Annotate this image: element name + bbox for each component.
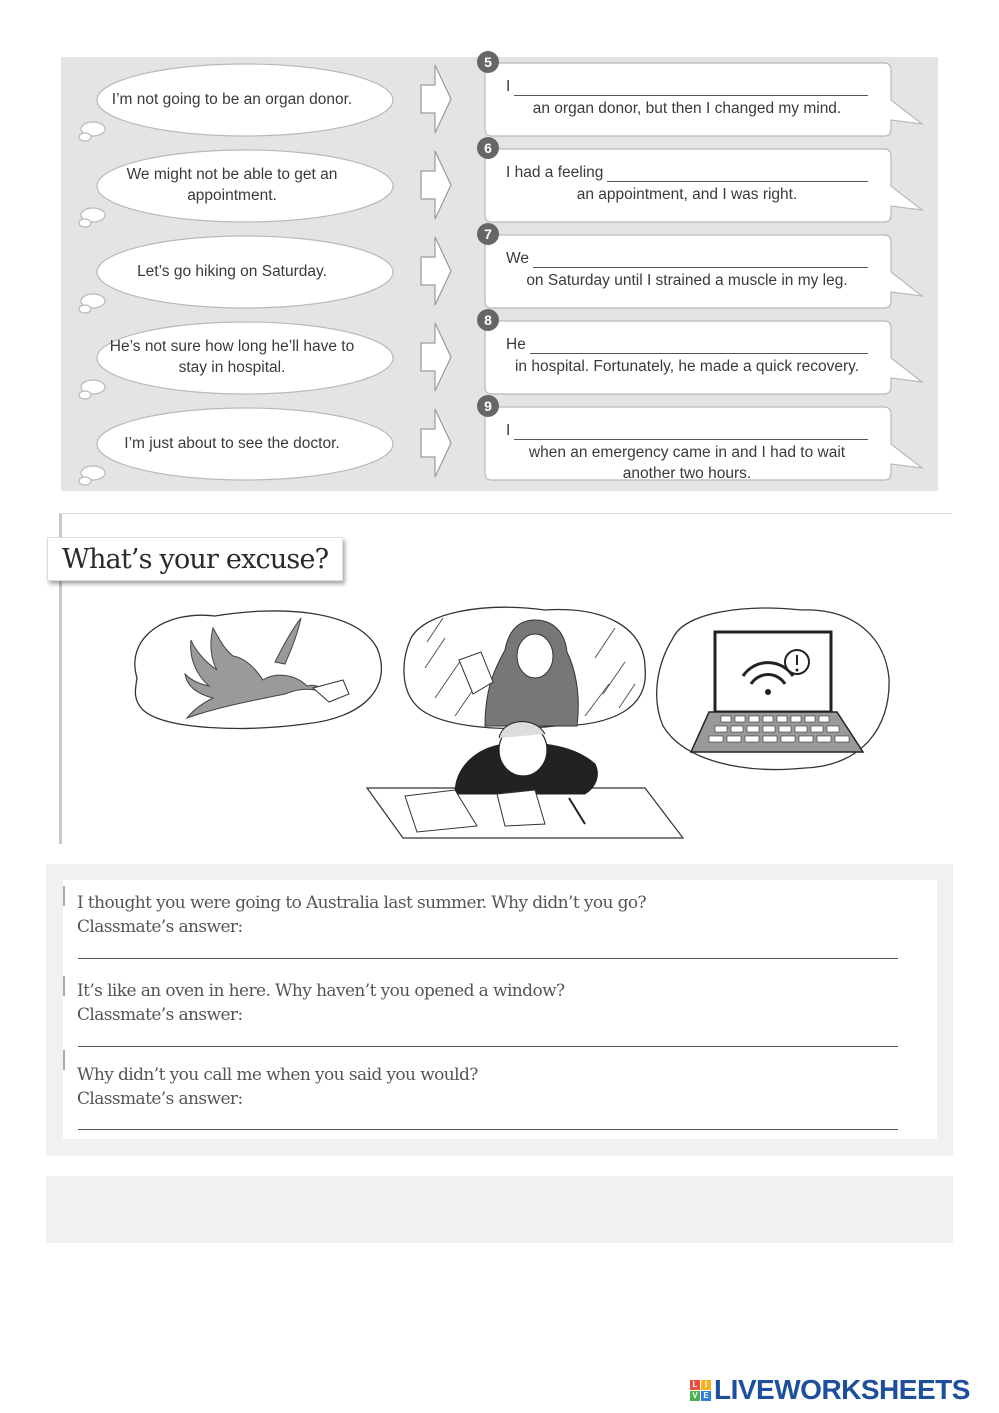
speech-bubble (484, 62, 924, 136)
item-number: 6 (477, 137, 499, 159)
item-number: 8 (477, 309, 499, 331)
question-marker (63, 886, 65, 906)
logo-letter: E (701, 1391, 711, 1401)
logo-letter: L (690, 1380, 700, 1390)
thought-bubble (79, 63, 385, 135)
exercise-row (61, 312, 938, 401)
answer-line[interactable] (78, 1129, 898, 1130)
speech-bubble (484, 320, 924, 394)
right-arrow-icon (419, 235, 453, 307)
logo-letter: I (701, 1380, 711, 1390)
answer-line-start (506, 248, 868, 268)
logo-letter: V (690, 1391, 700, 1401)
prompt-text: I’m just about to see the doctor. (124, 434, 340, 452)
answer-line[interactable] (78, 958, 898, 959)
exercise-panel (61, 54, 938, 491)
question-marker (63, 1050, 65, 1070)
question-item (77, 1063, 897, 1111)
answer-start-text: I (506, 78, 511, 95)
logo-icon (690, 1380, 711, 1401)
answer-label: Classmate’s answer: (77, 1005, 243, 1025)
laptop-wifi-warning-icon (657, 608, 889, 769)
thought-bubble (79, 149, 385, 221)
item-number: 7 (477, 223, 499, 245)
question-text: Why didn’t you call me when you said you would? (77, 1065, 478, 1085)
section-title: What’s your excuse? (47, 537, 343, 581)
thought-bubble (79, 321, 385, 393)
answer-start-text: We (506, 250, 529, 267)
item-number: 5 (477, 51, 499, 73)
exercise-row (61, 226, 938, 315)
prompt-text: I’m not going to be an organ donor. (111, 90, 353, 108)
answer-label: Classmate’s answer: (77, 917, 243, 937)
answer-blank[interactable] (514, 79, 868, 96)
right-arrow-icon (419, 63, 453, 135)
speech-bubble (484, 406, 924, 480)
question-item (77, 979, 897, 1027)
right-arrow-icon (419, 149, 453, 221)
exercise-row (61, 398, 938, 487)
answer-end-text: an organ donor, but then I changed my mind. (532, 100, 842, 117)
exercise-row (61, 54, 938, 143)
liveworksheets-logo[interactable] (690, 1374, 970, 1406)
question-text: It’s like an oven in here. Why haven’t you opened a window? (77, 981, 565, 1001)
prompt-text: He’s not sure how long he’ll have to stay in hospital. (109, 338, 355, 376)
answer-line-start (506, 334, 868, 354)
answer-end-text: when an emergency came in and I had to wait another two hours. (528, 444, 846, 482)
answer-line-start (506, 162, 868, 182)
answer-end-text: on Saturday until I strained a muscle in my leg. (526, 272, 848, 289)
empty-panel (46, 1176, 953, 1243)
question-text: I thought you were going to Australia last summer. Why didn’t you go? (77, 893, 647, 913)
prompt-text: Let’s go hiking on Saturday. (137, 262, 327, 280)
question-marker (63, 976, 65, 996)
person-in-rain-with-paper-icon (404, 607, 645, 728)
right-arrow-icon (419, 407, 453, 479)
answer-start-text: I had a feeling (506, 164, 604, 181)
answer-blank[interactable] (530, 337, 868, 354)
answer-end-text: an appointment, and I was right. (576, 186, 798, 203)
speech-bubble (484, 234, 924, 308)
thought-bubble (79, 407, 385, 479)
excuse-illustration (125, 598, 895, 840)
answer-start-text: I (506, 422, 511, 439)
speech-bubble (484, 148, 924, 222)
exercise-row (61, 140, 938, 229)
answer-start-text: He (506, 336, 526, 353)
answer-label: Classmate’s answer: (77, 1089, 243, 1109)
eagle-with-paper-icon (135, 611, 382, 728)
answer-end-text: in hospital. Fortunately, he made a quick recovery. (514, 358, 860, 375)
answer-line-start (506, 420, 868, 440)
thought-bubble (79, 235, 385, 307)
question-item (77, 891, 897, 939)
item-number: 9 (477, 395, 499, 417)
student-at-desk-icon (367, 722, 683, 838)
logo-text: LIVEWORKSHEETS (714, 1374, 970, 1405)
answer-line[interactable] (78, 1046, 898, 1047)
answer-blank[interactable] (514, 423, 868, 440)
answer-line-start (506, 76, 868, 96)
prompt-text: We might not be able to get an appointment. (126, 166, 338, 204)
answer-blank[interactable] (533, 251, 868, 268)
right-arrow-icon (419, 321, 453, 393)
answer-blank[interactable] (607, 165, 868, 182)
